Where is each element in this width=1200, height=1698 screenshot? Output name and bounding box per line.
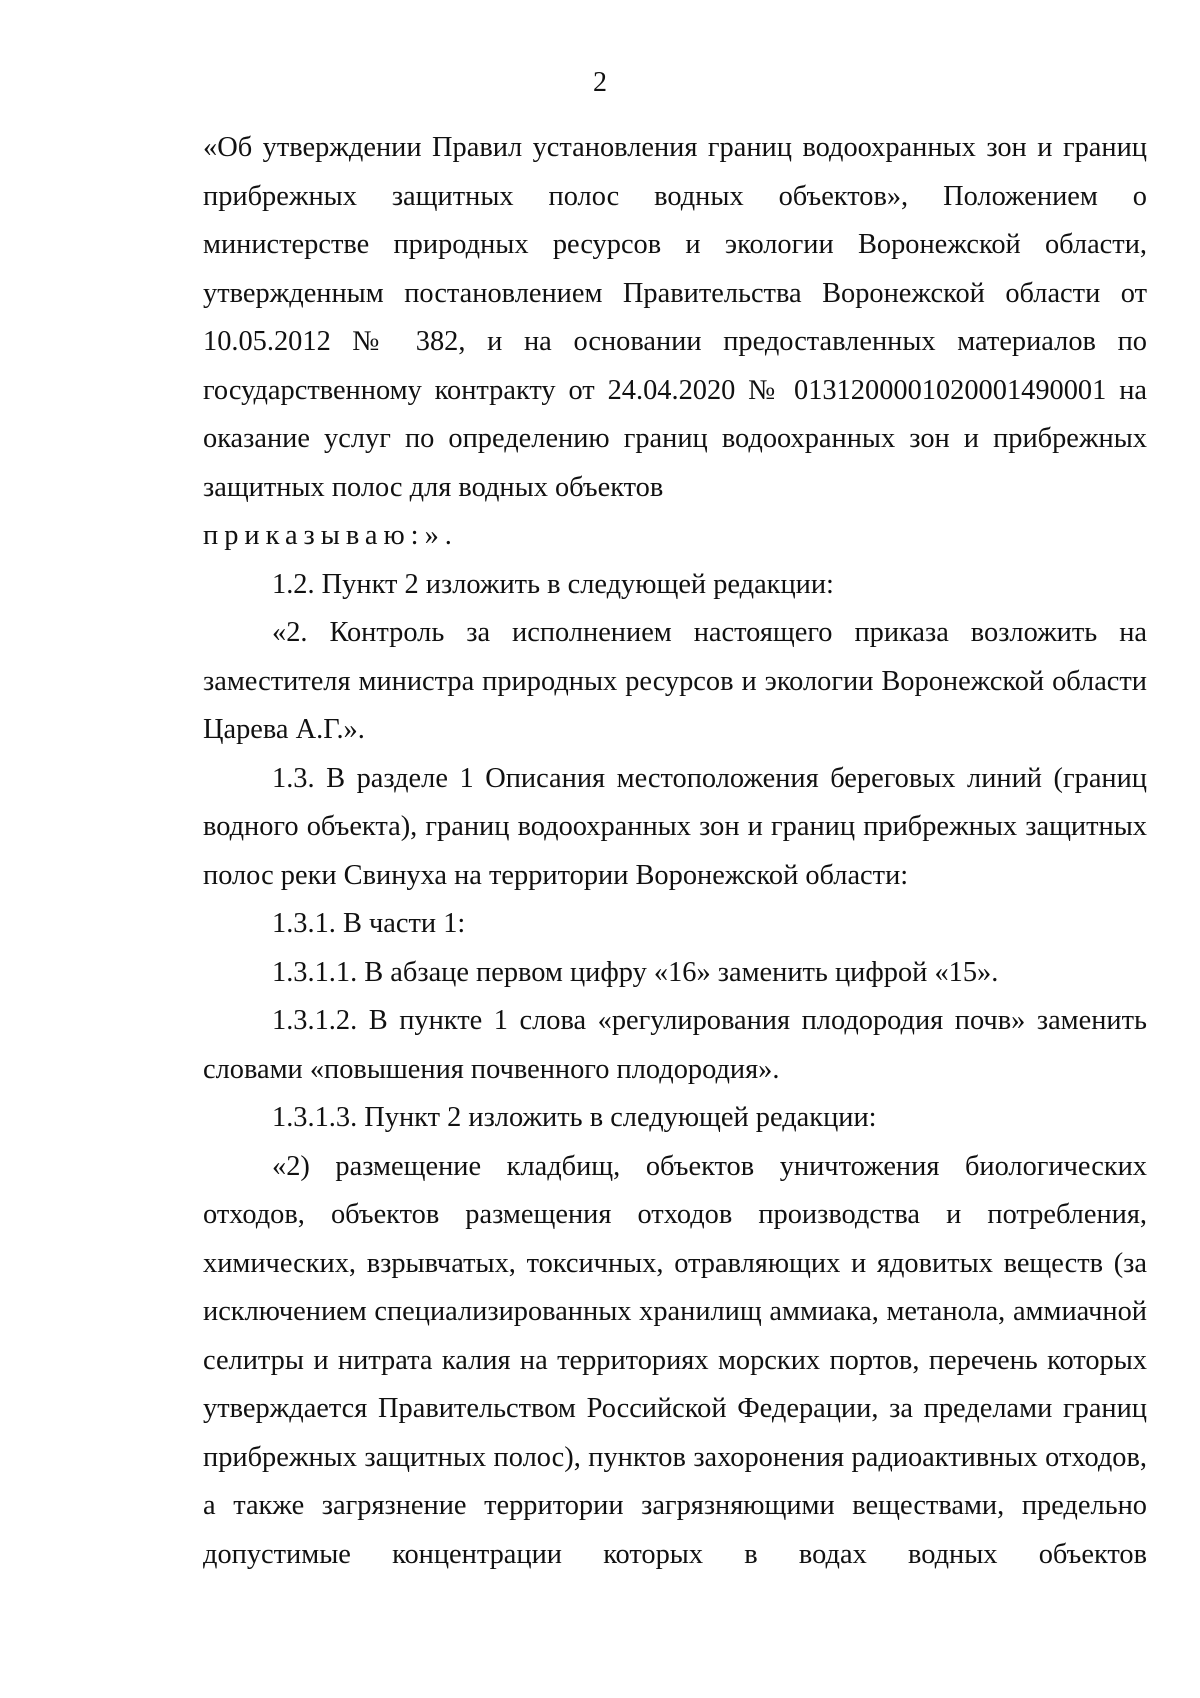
paragraph-preamble: «Об утверждении Правил установления границ водоохранных зон и границ прибрежных защитных полос водных объектов», Положением о министерстве природных ресурсов и экологии Воронежской области, утвержденным постановлением Правительства Воронежской области от 10.05.2012 № 382, и на основании предоставленных материалов по государственному контракту от 24.04.2020 № 0131200001020001490001 на оказание услуг по определению границ водоохранных зон и прибрежных защитных полос для водных объектов xyxy=(203,132,1147,503)
paragraph-1-2: 1.2. Пункт 2 изложить в следующей редакции: xyxy=(272,568,834,600)
page-number: 2 xyxy=(593,67,607,98)
paragraph-control: «2. Контроль за исполнением настоящего приказа возложить на заместителя министра природных ресурсов и экологии Воронежской области Царева А.Г.». xyxy=(203,617,1147,745)
document-body xyxy=(203,124,1147,1579)
paragraph-1-3-1-2: 1.3.1.2. В пункте 1 слова «регулирования плодородия почв» заменить словами «повышения почвенного плодородия». xyxy=(203,1005,1147,1085)
paragraph-1-3-1-3: 1.3.1.3. Пункт 2 изложить в следующей редакции: xyxy=(272,1102,877,1133)
paragraph-order-word: приказываю:». xyxy=(203,520,458,551)
paragraph-item-2: «2) размещение кладбищ, объектов уничтожения биологических отходов, объектов размещения отходов производства и потребления, химических, взрывчатых, токсичных, отравляющих и ядовитых веществ (за исключением специализированных хранилищ аммиака, метанола, аммиачной селитры и нитрата калия на территориях морских портов, перечень которых утверждается Правительством Российской Федерации, за пределами границ прибрежных защитных полос), пунктов захоронения радиоактивных отходов, а также загрязнение территории загрязняющими веществами, предельно допустимые концентрации которых в водах водных объектов xyxy=(203,1150,1147,1570)
paragraph-1-3-1: 1.3.1. В части 1: xyxy=(272,908,466,939)
paragraph-1-3: 1.3. В разделе 1 Описания местоположения береговых линий (границ водного объекта), границ водоохранных зон и границ прибрежных защитных полос реки Свинуха на территории Воронежской области: xyxy=(203,762,1147,891)
paragraph-1-3-1-1: 1.3.1.1. В абзаце первом цифру «16» заменить цифрой «15». xyxy=(272,956,999,988)
